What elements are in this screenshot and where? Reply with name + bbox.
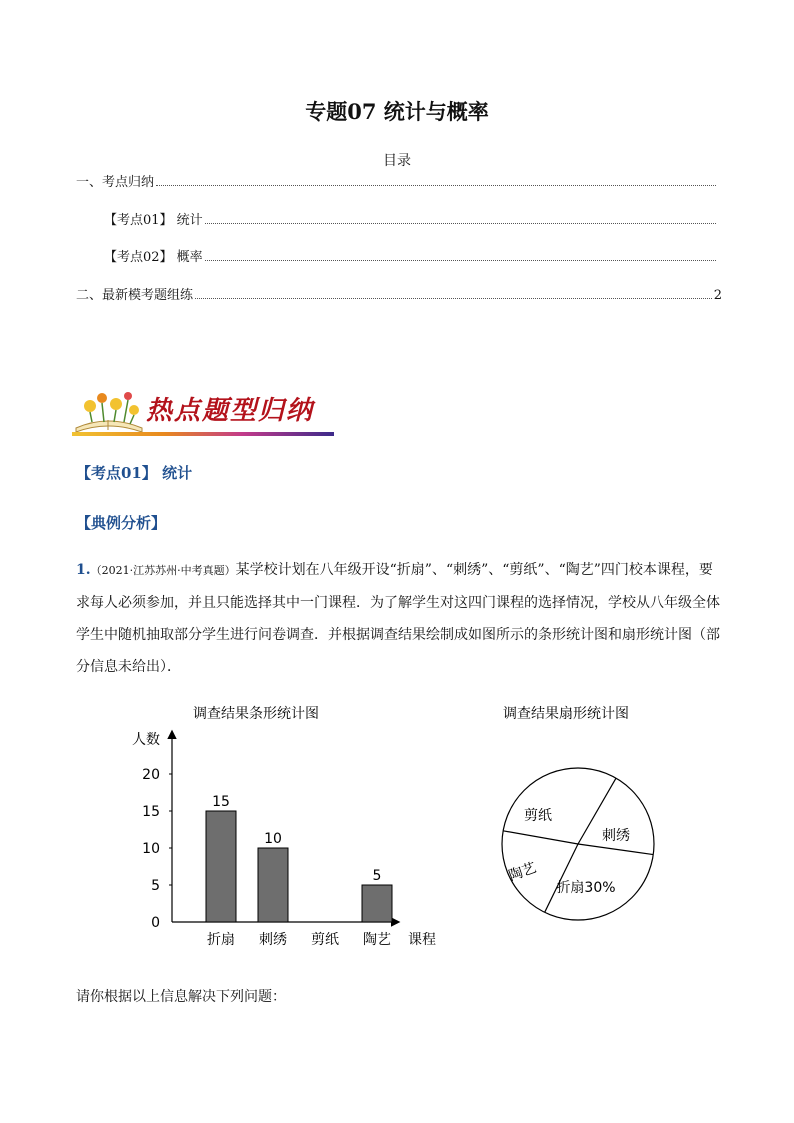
bar-chart-title: 调查结果条形统计图 (193, 706, 319, 722)
toc-label: 【考点01】 统计 (104, 213, 203, 228)
bar (258, 848, 288, 922)
toc-label: 一、考点归纳 (76, 175, 155, 190)
y-tick-label: 5 (151, 878, 160, 894)
y-axis-label: 人数 (132, 732, 160, 748)
category-label: 陶艺 (363, 932, 391, 948)
document-title: 专题07 统计与概率 (305, 99, 489, 124)
toc-leader (205, 260, 716, 261)
pie-slice-label: 刺绣 (602, 828, 630, 844)
followup-text: 请你根据以上信息解决下列问题： (76, 989, 286, 1005)
pie-chart (502, 705, 654, 920)
toc-entry-4[interactable] (76, 285, 722, 303)
problem-source: （2021·江苏苏州·中考真题） (90, 564, 236, 577)
toc-entry-2[interactable] (104, 210, 726, 228)
toc-label: 二、最新模考题组练 (76, 288, 194, 303)
y-tick-label: 0 (151, 915, 160, 931)
example-heading: 【典例分析】 (76, 514, 167, 532)
banner-underline (72, 432, 334, 436)
category-label: 刺绣 (259, 932, 287, 948)
toc-heading: 目录 (383, 153, 411, 169)
section-heading: 【考点01】 统计 (76, 464, 193, 482)
pie-chart-title: 调查结果扇形统计图 (503, 706, 629, 722)
category-label: 剪纸 (311, 932, 339, 948)
banner-title: 热点题型归纳 (146, 396, 315, 426)
problem-text (76, 554, 724, 683)
toc-leader (156, 185, 716, 186)
bar (206, 811, 236, 922)
pie-slice-label: 剪纸 (524, 808, 552, 824)
pie-slice-label: 折扇30% (556, 880, 616, 896)
toc-leader (195, 298, 712, 299)
bar-chart (132, 705, 436, 948)
problem-number: 1. (76, 562, 91, 578)
y-tick-label: 15 (142, 804, 160, 820)
toc-page: 2 (713, 288, 722, 303)
category-label: 折扇 (207, 932, 235, 948)
toc-entry-1[interactable] (76, 172, 726, 190)
bar (362, 885, 392, 922)
pie-slice-label: 陶艺 (506, 859, 539, 885)
y-tick-label: 20 (142, 767, 160, 783)
book-flowers-icon (72, 384, 148, 436)
toc-label: 【考点02】 概率 (104, 250, 203, 265)
bar-data-label: 10 (264, 831, 282, 847)
bar-data-label: 5 (372, 868, 382, 884)
x-axis-label: 课程 (408, 932, 436, 948)
section-banner (72, 384, 334, 440)
y-tick-label: 10 (142, 841, 160, 857)
charts-figure (96, 698, 656, 958)
bar-data-label: 15 (212, 794, 230, 810)
problem-body: 某学校计划在八年级开设“折扇”、“刺绣”、“剪纸”、“陶艺”四门校本课程，要求每人必须参加，并且只能选择其中一门课程．为了解学生对这四门课程的选择情况，学校从八年级全体学生中随机抽取部分学生进行问卷调查．并根据调查结果绘制成如图所示的条形统计图和扇形统计图（部分信息未给出）． (76, 562, 720, 675)
toc-leader (205, 223, 716, 224)
toc-entry-3[interactable] (104, 247, 726, 265)
